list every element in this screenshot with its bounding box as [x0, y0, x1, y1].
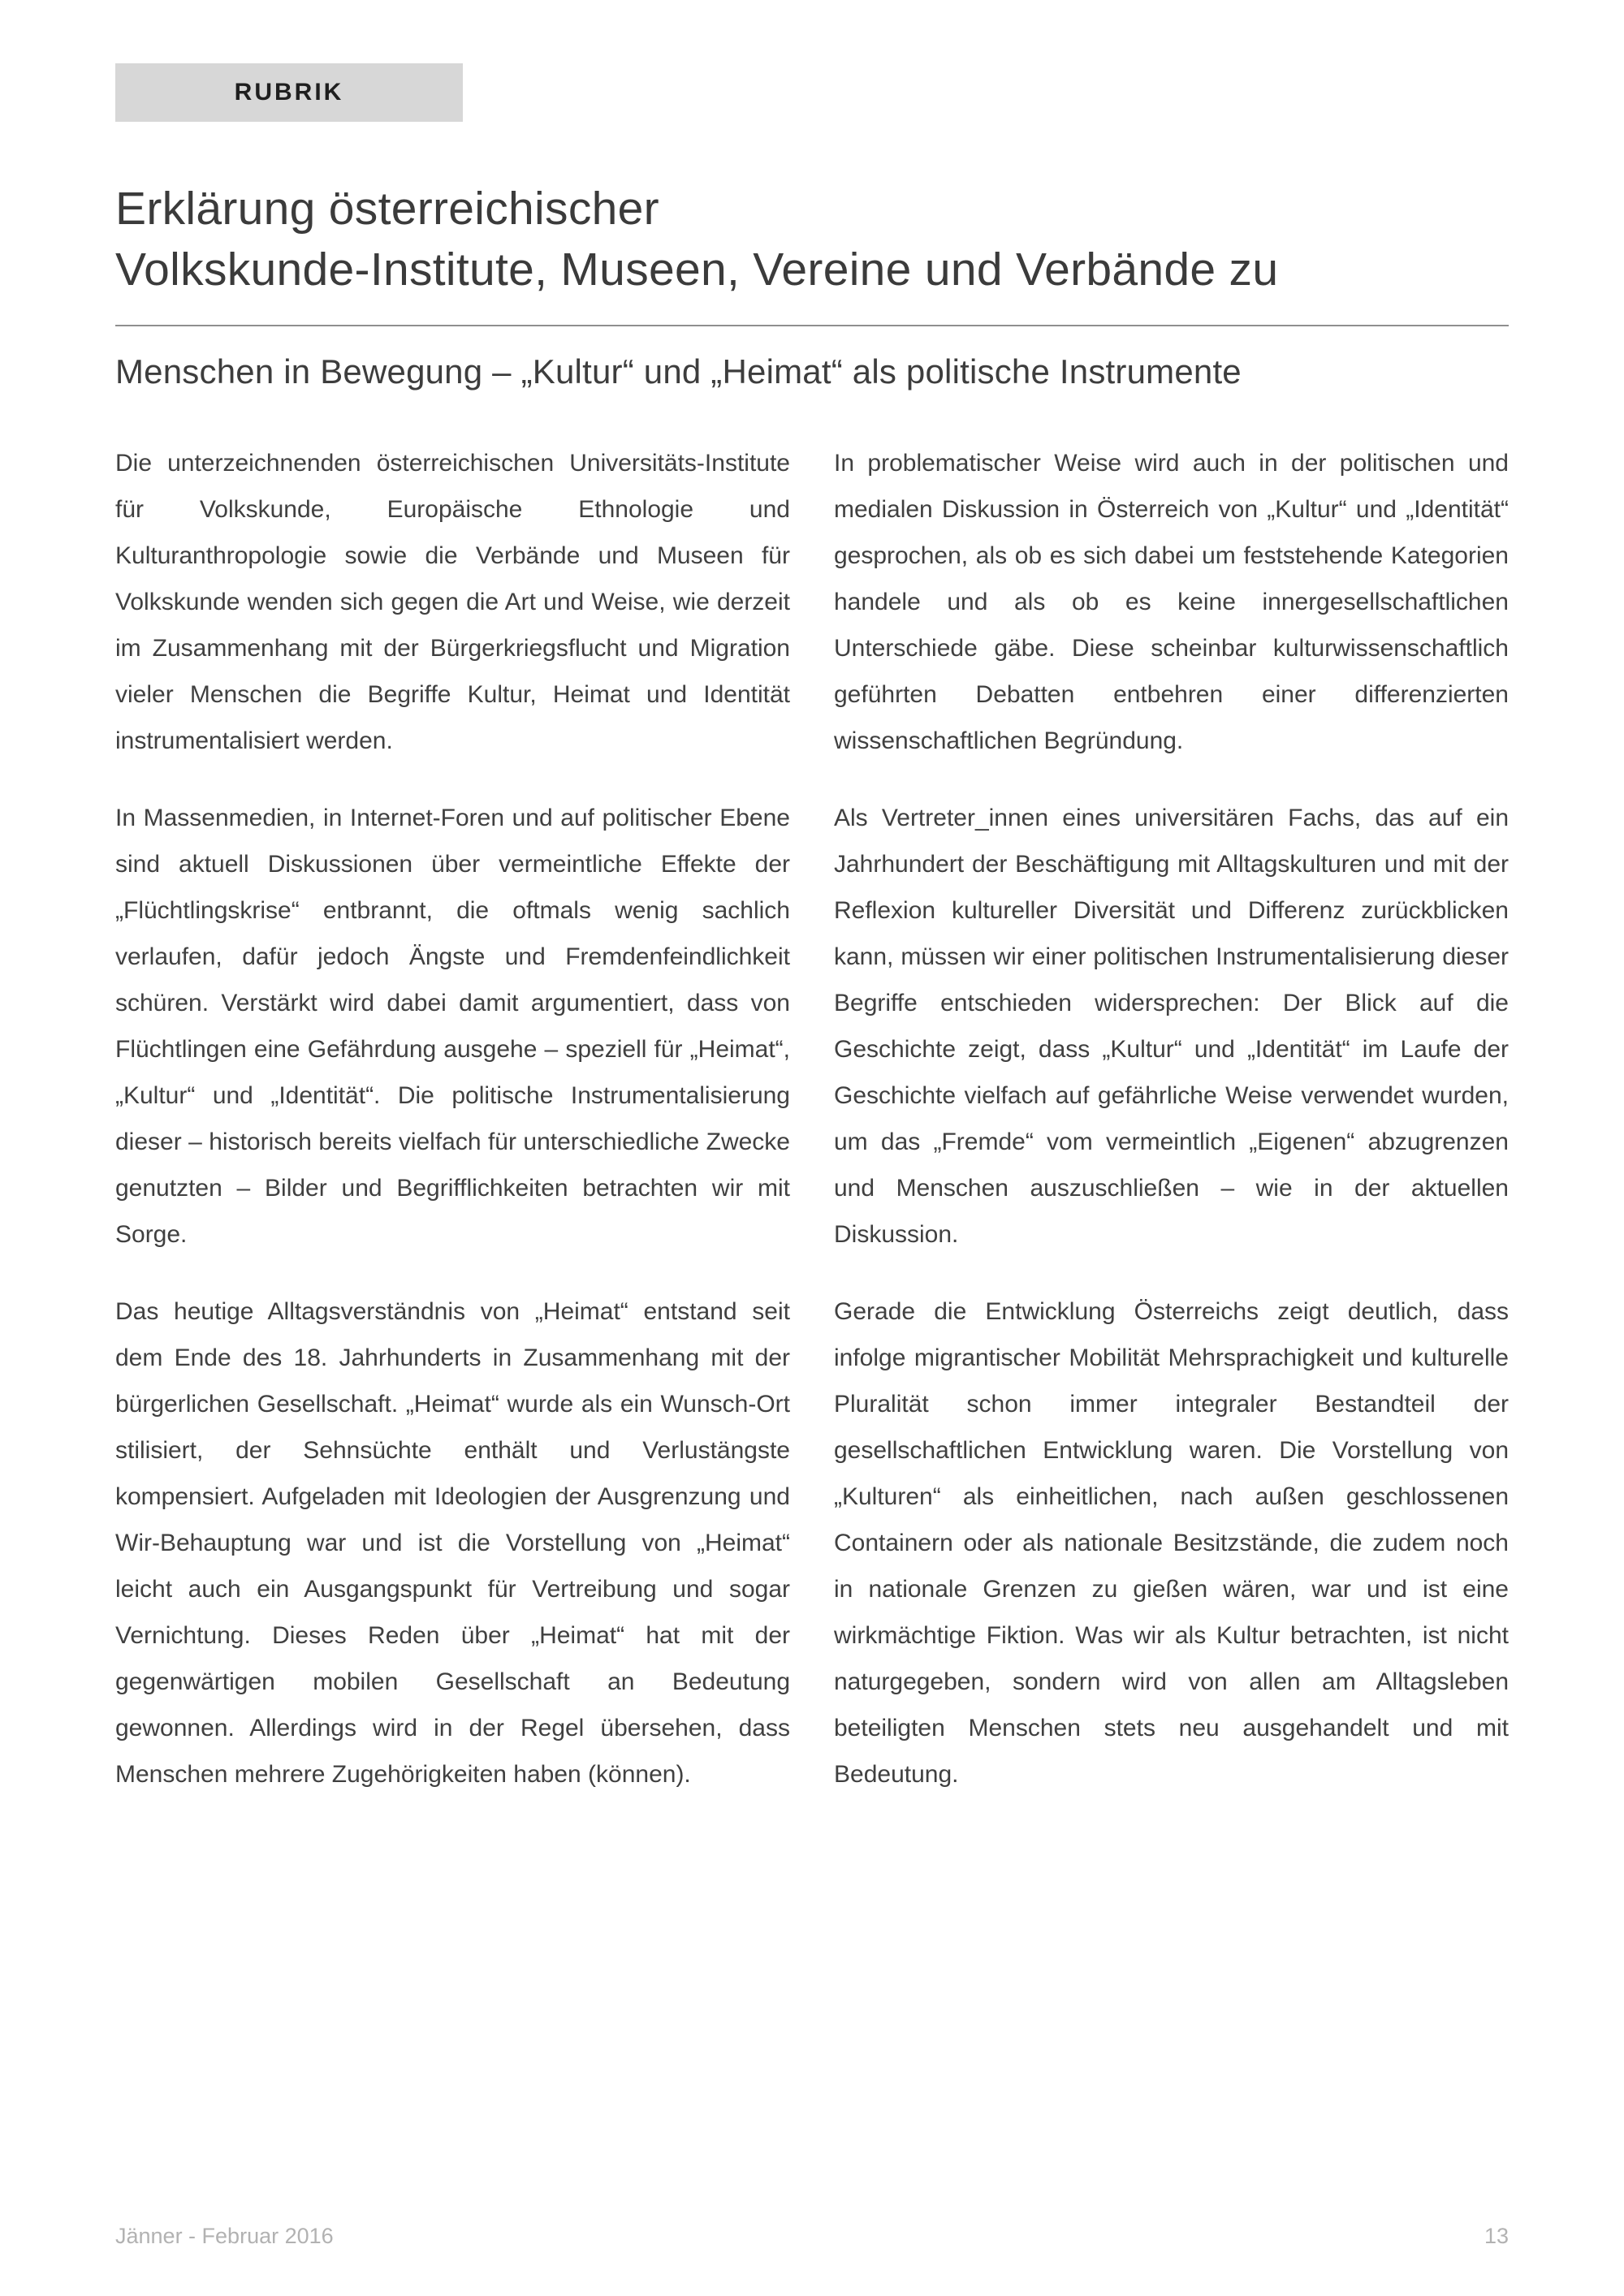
title-line-1: Erklärung österreichischer: [115, 183, 659, 235]
article-body: [115, 440, 1509, 1798]
left-column: [115, 440, 790, 1798]
paragraph: Gerade die Entwicklung Österreichs zeigt deutlich, dass infolge migrantischer Mobilität Mehrsprachigkeit und kulturelle Pluralität schon immer integraler Bestandteil der gesellschaftlichen Entwicklung waren. Die Vorstellung von „Kulturen“ als einheitlichen, nach außen geschlossenen Containern oder als nationale Besitzstände, die zudem noch in nationale Grenzen zu gießen wären, war und ist eine wirkmächtige Fiktion. Was wir als Kultur betrachten, ist nicht naturgegeben, sondern wird von allen am Alltagsleben beteiligten Menschen stets neu ausgehandelt und mit Bedeutung.: [834, 1298, 1509, 1789]
paragraph: Als Vertreter_innen eines universitären Fachs, das auf ein Jahrhundert der Beschäftigung mit Alltagskulturen und mit der Reflexion kultureller Diversität und Differenz zurückblicken kann, müssen wir einer politischen Instrumentalisierung dieser Begriffe entschieden widersprechen: Der Blick auf die Geschichte zeigt, dass „Kultur“ und „Identität“ im Laufe der Geschichte vielfach auf gefährliche Weise verwendet wurden, um das „Fremde“ vom vermeintlich „Eigenen“ abzugrenzen und Menschen auszuschließen – wie in der aktuellen Diskussion.: [834, 805, 1509, 1249]
article-subtitle: Menschen in Bewegung – „Kultur“ und „Heimat“ als politische Instrumente: [115, 352, 1242, 391]
footer-page-number: 13: [1484, 2224, 1509, 2248]
title-line-2: Volkskunde-Institute, Museen, Vereine und Verbände zu: [115, 244, 1279, 296]
page-footer: [115, 2224, 1509, 2249]
paragraph: In Massenmedien, in Internet-Foren und auf politischer Ebene sind aktuell Diskussionen über vermeintliche Effekte der „Flüchtlingskrise“ entbrannt, die oftmals wenig sachlich verlaufen, dafür jedoch Ängste und Fremdenfeindlichkeit schüren. Verstärkt wird dabei damit argumentiert, dass von Flüchtlingen eine Gefährdung ausgehe – speziell für „Heimat“, „Kultur“ und „Identität“. Die politische Instrumentalisierung dieser – historisch bereits vielfach für unterschiedliche Zwecke genutzten – Bilder und Begrifflichkeiten betrachten wir mit Sorge.: [115, 805, 790, 1249]
rubric-text: RUBRIK: [234, 79, 344, 106]
paragraph: Die unterzeichnenden österreichischen Universitäts-Institute für Volkskunde, Europäische Ethnologie und Kulturanthropologie sowie die Verbände und Museen für Volkskunde wenden sich gegen die Art und Weise, wie derzeit im Zusammenhang mit der Bürgerkriegsflucht und Migration vieler Menschen die Begriffe Kultur, Heimat und Identität instrumentalisiert werden.: [115, 450, 790, 755]
article-title: [115, 179, 1509, 300]
footer-issue-date: Jänner - Februar 2016: [115, 2224, 334, 2248]
right-column: [834, 440, 1509, 1798]
paragraph: Das heutige Alltagsverständnis von „Heimat“ entstand seit dem Ende des 18. Jahrhunderts in Zusammenhang mit der bürgerlichen Gesellschaft. „Heimat“ wurde als ein Wunsch-Ort stilisiert, der Sehnsüchte enthält und Verlustängste kompensiert. Aufgeladen mit Ideologien der Ausgrenzung und Wir-Behauptung war und ist die Vorstellung von „Heimat“ leicht auch ein Ausgangspunkt für Vertreibung und sogar Vernichtung. Dieses Reden über „Heimat“ hat mit der gegenwärtigen mobilen Gesellschaft an Bedeutung gewonnen. Allerdings wird in der Regel übersehen, dass Menschen mehrere Zugehörigkeiten haben (können).: [115, 1298, 790, 1789]
rubric-label: [115, 63, 463, 122]
paragraph: In problematischer Weise wird auch in der politischen und medialen Diskussion in Österreich von „Kultur“ und „Identität“ gesprochen, als ob es sich dabei um feststehende Kategorien handele und als ob es keine innergesellschaftlichen Unterschiede gäbe. Diese scheinbar kulturwissenschaftlich geführten Debatten entbehren einer differenzierten wissenschaftlichen Begründung.: [834, 450, 1509, 755]
title-divider: [115, 325, 1509, 326]
